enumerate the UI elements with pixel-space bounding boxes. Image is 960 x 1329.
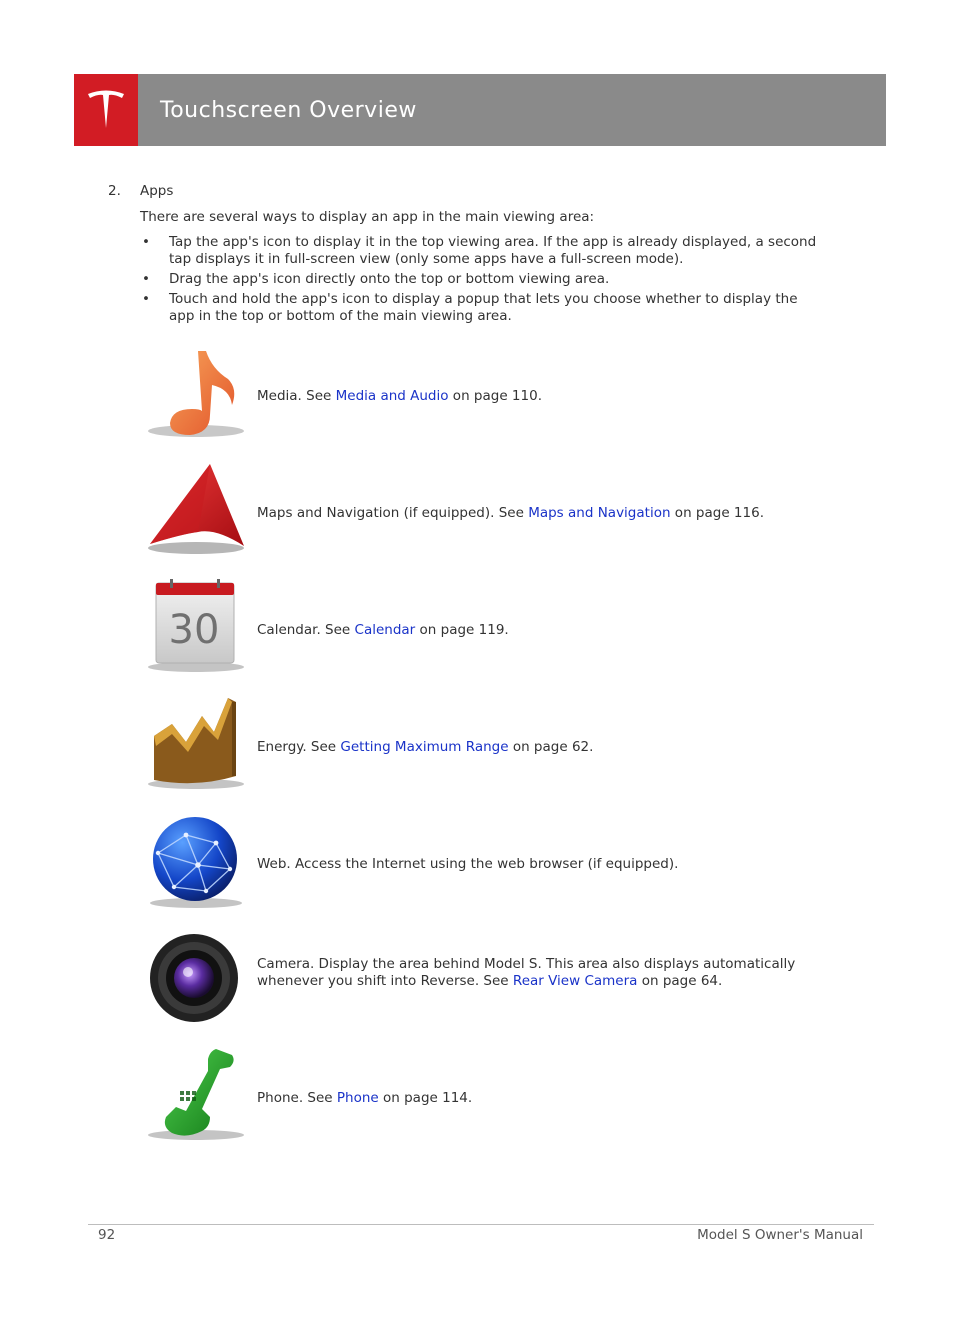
page-header — [74, 74, 886, 146]
bullet-glyph: • — [142, 291, 150, 307]
app-text-pre: Maps and Navigation (if equipped). See — [257, 505, 529, 521]
tesla-logo-icon — [86, 88, 126, 132]
manual-name: Model S Owner's Manual — [697, 1227, 863, 1243]
footer-divider — [88, 1224, 874, 1225]
bullet-text: Tap the app's icon to display it in the top viewing area. If the app is already displayed, a second tap displays it in full-screen view (only some apps have a full-screen mode). — [169, 234, 817, 267]
calendar-icon — [146, 579, 246, 679]
app-text-post: on page 62. — [508, 739, 594, 755]
app-row-energy — [146, 696, 846, 796]
app-text-post: on page 119. — [415, 622, 509, 638]
list-item — [140, 291, 820, 325]
energy-graph-icon — [146, 696, 246, 796]
list-item — [140, 234, 820, 268]
cross-reference-link[interactable]: Maps and Navigation — [528, 505, 671, 521]
bullet-text: Drag the app's icon directly onto the top or bottom viewing area. — [169, 271, 610, 287]
calendar-day: 30 — [168, 607, 220, 653]
globe-icon — [146, 813, 246, 913]
bullet-text: Touch and hold the app's icon to display a popup that lets you choose whether to display the app in the top or bottom of the main viewing area. — [169, 291, 798, 324]
app-row-maps — [146, 462, 846, 562]
section-title: Apps — [140, 183, 174, 199]
bullet-glyph: • — [142, 271, 150, 287]
cross-reference-link[interactable]: Getting Maximum Range — [340, 739, 509, 755]
page-title: Touchscreen Overview — [160, 97, 417, 123]
bullet-glyph: • — [142, 234, 150, 250]
logo-box — [74, 74, 138, 146]
music-note-icon — [146, 345, 246, 445]
cross-reference-link[interactable]: Media and Audio — [335, 388, 449, 404]
app-text-post: on page 116. — [670, 505, 764, 521]
bullet-list — [140, 234, 820, 328]
app-text-pre: Calendar. See — [257, 622, 355, 638]
app-row-web — [146, 813, 846, 913]
cross-reference-link[interactable]: Rear View Camera — [512, 973, 638, 989]
app-row-phone — [146, 1047, 846, 1147]
app-text-post: on page 114. — [378, 1090, 473, 1106]
app-text-post: on page 64. — [637, 973, 723, 989]
camera-lens-icon — [146, 930, 246, 1030]
app-row-calendar — [146, 579, 846, 679]
app-text-post: on page 110. — [448, 388, 542, 404]
app-text-pre: Energy. See — [257, 739, 341, 755]
app-row-media — [146, 345, 846, 445]
list-number: 2. — [108, 183, 121, 199]
section-intro: There are several ways to display an app in the main viewing area: — [140, 209, 595, 225]
list-item — [140, 271, 820, 288]
app-text-pre: Web. Access the Internet using the web browser (if equipped). — [257, 856, 679, 872]
app-text-pre: Phone. See — [257, 1090, 337, 1106]
phone-handset-icon — [146, 1047, 246, 1147]
app-row-camera — [146, 930, 846, 1030]
app-text-pre: Media. See — [257, 388, 336, 404]
app-text-pre: Camera. Display the area behind Model S. This area also displays automatically whenever you shift into Reverse. See — [257, 956, 796, 989]
cross-reference-link[interactable]: Calendar — [354, 622, 416, 638]
cross-reference-link[interactable]: Phone — [336, 1090, 379, 1106]
page-number: 92 — [98, 1227, 116, 1243]
navigation-arrow-icon — [146, 462, 246, 562]
